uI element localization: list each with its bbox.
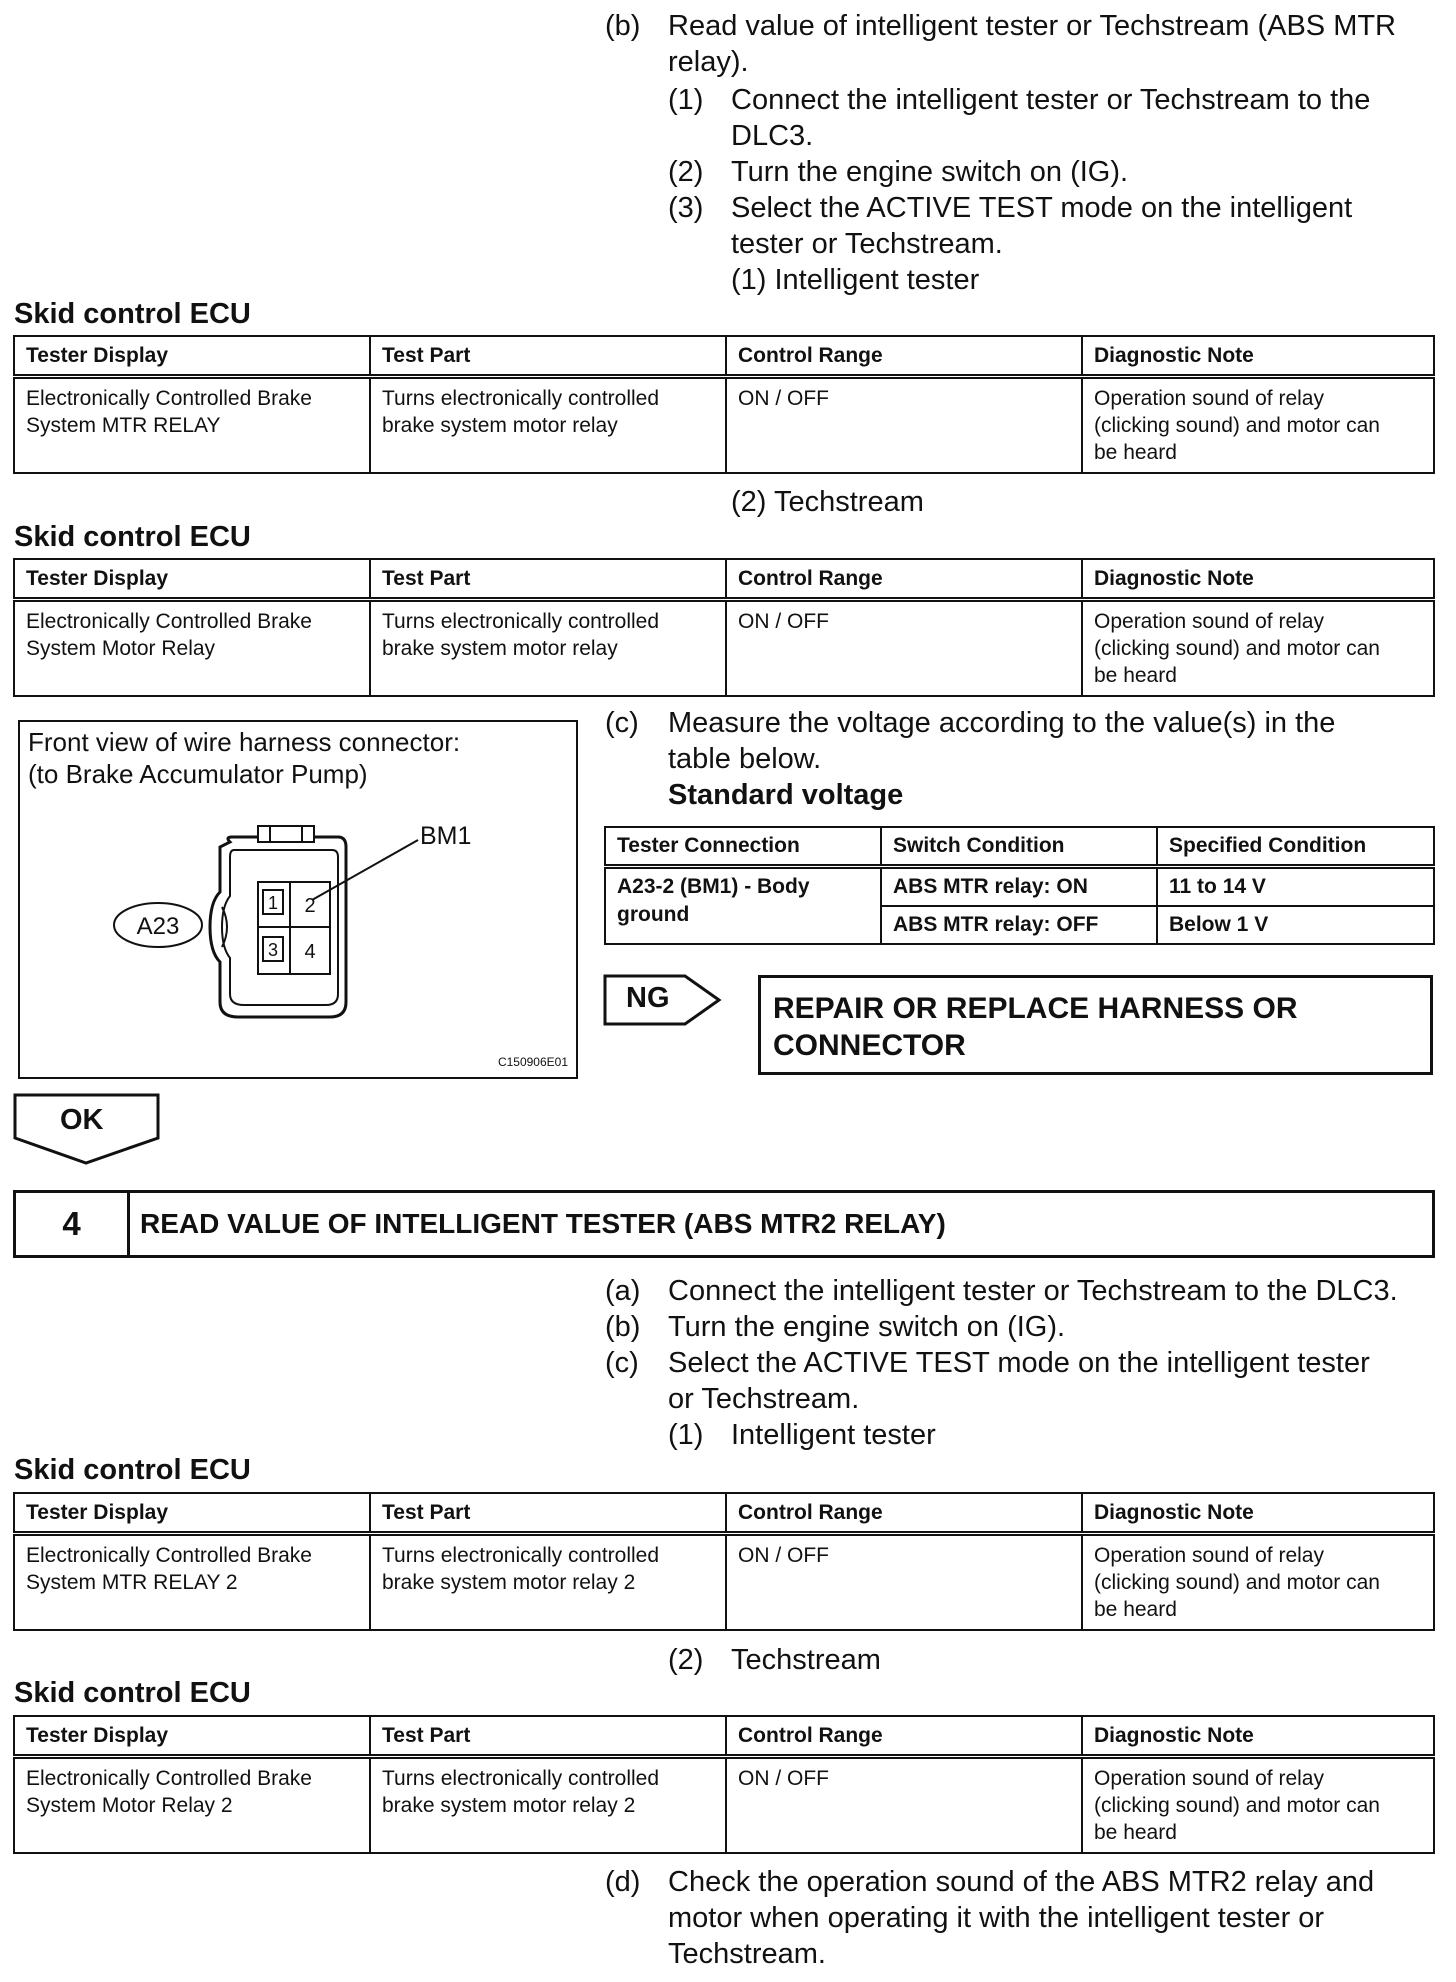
step-4-title: READ VALUE OF INTELLIGENT TESTER (ABS MTR2 RELAY) [140, 1208, 946, 1239]
cell-diagnostic-note: Operation sound of relay (clicking sound) and motor can be heard [1082, 600, 1434, 697]
table-row [14, 377, 1434, 474]
cell-tester-display: Electronically Controlled Brake System MTR RELAY [14, 377, 370, 474]
step-b1 [668, 82, 1448, 154]
header-diagnostic-note: Diagnostic Note [1082, 336, 1434, 377]
step4-d: (d) Check the operation sound of the ABS MTR2 relay and motor when operating it with the intelligent tester or Techstream. [605, 1866, 1375, 1970]
step-b3-text: Select the ACTIVE TEST mode on the intelligent tester or Techstream. [731, 192, 1353, 260]
header-tester-display: Tester Display [14, 336, 370, 377]
step-4-number: 4 [16, 1193, 130, 1255]
active-test-table-4 [13, 1715, 1435, 1854]
header-diagnostic-note: Diagnostic Note [1082, 1493, 1434, 1534]
header-control-range: Control Range [726, 1716, 1082, 1757]
header-diagnostic-note: Diagnostic Note [1082, 1716, 1434, 1757]
pin-1-label: 1 [267, 893, 279, 913]
step-b3 [668, 190, 1448, 262]
cell-tester-display: Electronically Controlled Brake System Motor Relay [14, 600, 370, 697]
connector-figure [18, 720, 578, 1079]
ng-label: NG [626, 982, 670, 1014]
step-c-text: Measure the voltage according to the value(s) in the table below. Standard voltage [668, 707, 1336, 811]
header-test-part: Test Part [370, 336, 726, 377]
header-control-range: Control Range [726, 559, 1082, 600]
standard-voltage-heading: Standard voltage [668, 779, 904, 811]
step-b1-text: Connect the intelligent tester or Techstream to the DLC3. [731, 84, 1371, 152]
step-c-label: (c) [605, 707, 639, 739]
header-diagnostic-note: Diagnostic Note [1082, 559, 1434, 600]
cell-control-range: ON / OFF [726, 1757, 1082, 1854]
step-b3-label: (3) [668, 192, 704, 224]
table-row [14, 1534, 1434, 1631]
cell-diagnostic-note: Operation sound of relay (clicking sound) and motor can be heard [1082, 377, 1434, 474]
step4-a: (a) Connect the intelligent tester or Techstream to the DLC3. [605, 1275, 1398, 1307]
figure-code: C150906E01 [497, 1055, 568, 1069]
step-b2-label: (2) [668, 156, 704, 188]
pin-4-label: 4 [304, 941, 316, 963]
voltage-header-row [605, 827, 1434, 867]
cell-control-range: ON / OFF [726, 1534, 1082, 1631]
step4-b: (b) Turn the engine switch on (IG). [605, 1311, 1066, 1343]
connector-id-text: A23 [136, 913, 180, 940]
step4-c: (c) Select the ACTIVE TEST mode on the intelligent tester or Techstream. [605, 1347, 1370, 1415]
connector-lock-tab [258, 826, 314, 842]
step-b-text: Read value of intelligent tester or Techstream (ABS MTR relay). [668, 10, 1397, 78]
ecu-title-1: Skid control ECU [14, 298, 251, 330]
table-row [14, 1757, 1434, 1854]
voltage-table [604, 826, 1435, 945]
step4-c2: (2) Techstream [668, 1644, 881, 1676]
table-row [14, 600, 1434, 697]
table-header-row [14, 559, 1434, 600]
cell-switch-on: ABS MTR relay: ON [881, 867, 1157, 907]
cell-spec-off: Below 1 V [1157, 906, 1434, 944]
cell-switch-off: ABS MTR relay: OFF [881, 906, 1157, 944]
cell-test-part: Turns electronically controlled brake system motor relay 2 [370, 1757, 726, 1854]
ecu-title-3: Skid control ECU [14, 1454, 251, 1486]
header-test-part: Test Part [370, 1716, 726, 1757]
ok-label: OK [60, 1104, 104, 1136]
cell-control-range: ON / OFF [726, 600, 1082, 697]
pin-2-label: 2 [304, 895, 316, 917]
cell-diagnostic-note: Operation sound of relay (clicking sound) and motor can be heard [1082, 1534, 1434, 1631]
sub-techstream: (2) Techstream [731, 486, 924, 518]
cell-test-part: Turns electronically controlled brake system motor relay 2 [370, 1534, 726, 1631]
table-header-row [14, 1493, 1434, 1534]
ecu-title-4: Skid control ECU [14, 1677, 251, 1709]
table-header-row [14, 336, 1434, 377]
step-b-label: (b) [605, 10, 641, 42]
sub-intelligent-tester: (1) Intelligent tester [731, 264, 980, 296]
header-tester-display: Tester Display [14, 1493, 370, 1534]
header-test-part: Test Part [370, 559, 726, 600]
header-tester-display: Tester Display [14, 1716, 370, 1757]
active-test-table-1 [13, 335, 1435, 474]
cell-tester-display: Electronically Controlled Brake System Motor Relay 2 [14, 1757, 370, 1854]
step-b2-text: Turn the engine switch on (IG). [731, 156, 1129, 188]
step4-c1: (1) Intelligent tester [668, 1419, 936, 1451]
step-b1-label: (1) [668, 84, 704, 116]
cell-spec-on: 11 to 14 V [1157, 867, 1434, 907]
table-header-row [14, 1716, 1434, 1757]
pin-3-label: 3 [267, 940, 279, 960]
cell-tester-connection: A23-2 (BM1) - Body ground [605, 867, 881, 945]
cell-control-range: ON / OFF [726, 377, 1082, 474]
bm1-label: BM1 [420, 822, 472, 850]
step-b [605, 8, 1445, 80]
active-test-table-2 [13, 558, 1435, 697]
cell-diagnostic-note: Operation sound of relay (clicking sound) and motor can be heard [1082, 1757, 1434, 1854]
header-control-range: Control Range [726, 336, 1082, 377]
cell-tester-display: Electronically Controlled Brake System MTR RELAY 2 [14, 1534, 370, 1631]
header-tester-display: Tester Display [14, 559, 370, 600]
connector-diagram [20, 722, 576, 1077]
step-c [605, 705, 1445, 813]
active-test-table-3 [13, 1492, 1435, 1631]
cell-test-part: Turns electronically controlled brake system motor relay [370, 600, 726, 697]
ecu-title-2: Skid control ECU [14, 521, 251, 553]
figure-caption: Front view of wire harness connector: (to Brake Accumulator Pump) [28, 727, 461, 789]
header-control-range: Control Range [726, 1493, 1082, 1534]
header-switch-condition: Switch Condition [881, 827, 1157, 867]
header-tester-connection: Tester Connection [605, 827, 881, 867]
step-b2 [668, 154, 1448, 190]
header-test-part: Test Part [370, 1493, 726, 1534]
table-row [605, 867, 1434, 907]
header-specified-condition: Specified Condition [1157, 827, 1434, 867]
cell-test-part: Turns electronically controlled brake system motor relay [370, 377, 726, 474]
step-4-bar [13, 1190, 1435, 1258]
ng-result-box: REPAIR OR REPLACE HARNESS OR CONNECTOR [758, 975, 1433, 1075]
